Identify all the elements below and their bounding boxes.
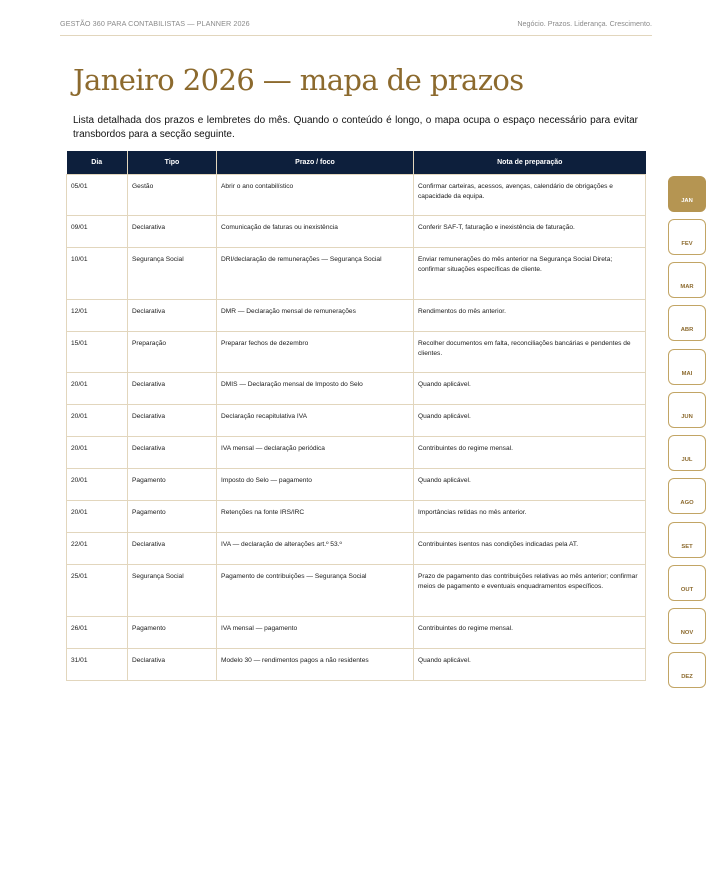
- cell-dia: 10/01: [67, 248, 128, 300]
- month-tab-fev[interactable]: [668, 219, 706, 255]
- column-header-nota: Nota de preparação: [414, 151, 646, 175]
- cell-prazo: IVA — declaração de alterações art.º 53.º: [217, 533, 414, 565]
- cell-dia: 26/01: [67, 617, 128, 649]
- cell-nota: Confirmar carteiras, acessos, avenças, calendário de obrigações e capacidade da equipa.: [414, 175, 646, 216]
- header-publication-title: GESTÃO 360 PARA CONTABILISTAS — PLANNER 2026: [60, 19, 250, 28]
- table-row: [67, 216, 646, 248]
- table-row: [67, 501, 646, 533]
- cell-tipo: Pagamento: [128, 501, 217, 533]
- cell-nota: Contribuintes isentos nas condições indicadas pela AT.: [414, 533, 646, 565]
- month-tab-label: NOV: [680, 630, 694, 636]
- cell-dia: 12/01: [67, 300, 128, 332]
- month-tab-label: MAI: [681, 371, 693, 377]
- cell-prazo: Abrir o ano contabilístico: [217, 175, 414, 216]
- cell-tipo: Segurança Social: [128, 565, 217, 617]
- table-row: [67, 373, 646, 405]
- cell-nota: Contribuintes do regime mensal.: [414, 617, 646, 649]
- month-tab-jan[interactable]: [668, 176, 706, 212]
- cell-dia: 09/01: [67, 216, 128, 248]
- deadlines-table: [66, 151, 646, 681]
- cell-nota: Quando aplicável.: [414, 405, 646, 437]
- cell-dia: 20/01: [67, 373, 128, 405]
- cell-dia: 20/01: [67, 501, 128, 533]
- cell-tipo: Segurança Social: [128, 248, 217, 300]
- month-tab-out[interactable]: [668, 565, 706, 601]
- month-tab-set[interactable]: [668, 522, 706, 558]
- month-tab-label: DEZ: [681, 674, 693, 680]
- month-tab-jul[interactable]: [668, 435, 706, 471]
- month-tab-label: JUN: [681, 414, 693, 420]
- cell-nota: Conferir SAF-T, faturação e inexistência de faturação.: [414, 216, 646, 248]
- table-row: [67, 248, 646, 300]
- cell-prazo: DMIS — Declaração mensal de Imposto do Selo: [217, 373, 414, 405]
- cell-tipo: Pagamento: [128, 469, 217, 501]
- cell-nota: Recolher documentos em falta, reconciliações bancárias e pendentes de clientes.: [414, 332, 646, 373]
- column-header-dia: Dia: [67, 151, 128, 175]
- cell-tipo: Pagamento: [128, 617, 217, 649]
- table-row: [67, 533, 646, 565]
- month-tab-dez[interactable]: [668, 652, 706, 688]
- cell-nota: Quando aplicável.: [414, 373, 646, 405]
- column-header-prazo: Prazo / foco: [217, 151, 414, 175]
- table-row: [67, 649, 646, 681]
- table-row: [67, 617, 646, 649]
- table-row: [67, 332, 646, 373]
- month-tab-abr[interactable]: [668, 305, 706, 341]
- month-tab-label: SET: [681, 544, 693, 550]
- page-title: Janeiro 2026 — mapa de prazos: [73, 63, 524, 97]
- cell-dia: 20/01: [67, 405, 128, 437]
- cell-prazo: DRI/declaração de remunerações — Segurança Social: [217, 248, 414, 300]
- header-tagline: Negócio. Prazos. Liderança. Crescimento.: [517, 19, 652, 28]
- cell-prazo: Preparar fechos de dezembro: [217, 332, 414, 373]
- cell-tipo: Declarativa: [128, 649, 217, 681]
- cell-dia: 31/01: [67, 649, 128, 681]
- cell-prazo: Retenções na fonte IRS/IRC: [217, 501, 414, 533]
- month-tab-label: JUL: [681, 457, 693, 463]
- table-row: [67, 565, 646, 617]
- cell-nota: Rendimentos do mês anterior.: [414, 300, 646, 332]
- month-tab-jun[interactable]: [668, 392, 706, 428]
- month-tab-label: FEV: [681, 241, 693, 247]
- table-row: [67, 300, 646, 332]
- cell-tipo: Declarativa: [128, 437, 217, 469]
- column-header-tipo: Tipo: [128, 151, 217, 175]
- month-tab-label: JAN: [681, 198, 693, 204]
- cell-nota: Contribuintes do regime mensal.: [414, 437, 646, 469]
- cell-prazo: Comunicação de faturas ou inexistência: [217, 216, 414, 248]
- cell-tipo: Preparação: [128, 332, 217, 373]
- running-header: [60, 17, 652, 36]
- cell-nota: Quando aplicável.: [414, 469, 646, 501]
- cell-dia: 20/01: [67, 437, 128, 469]
- cell-nota: Importâncias retidas no mês anterior.: [414, 501, 646, 533]
- cell-prazo: Modelo 30 — rendimentos pagos a não residentes: [217, 649, 414, 681]
- cell-tipo: Gestão: [128, 175, 217, 216]
- cell-tipo: Declarativa: [128, 373, 217, 405]
- cell-prazo: Imposto do Selo — pagamento: [217, 469, 414, 501]
- table-row: [67, 437, 646, 469]
- table-header-row: [67, 151, 646, 175]
- month-tab-nov[interactable]: [668, 608, 706, 644]
- cell-prazo: Pagamento de contribuições — Segurança Social: [217, 565, 414, 617]
- cell-prazo: IVA mensal — pagamento: [217, 617, 414, 649]
- cell-tipo: Declarativa: [128, 300, 217, 332]
- month-tab-label: OUT: [680, 587, 694, 593]
- cell-dia: 05/01: [67, 175, 128, 216]
- intro-paragraph: Lista detalhada dos prazos e lembretes do mês. Quando o conteúdo é longo, o mapa ocupa o espaço necessário para evitar transbordos para a secção seguinte.: [73, 115, 638, 140]
- cell-prazo: Declaração recapitulativa IVA: [217, 405, 414, 437]
- month-tab-mai[interactable]: [668, 349, 706, 385]
- cell-dia: 20/01: [67, 469, 128, 501]
- month-tab-label: MAR: [680, 284, 694, 290]
- cell-dia: 25/01: [67, 565, 128, 617]
- cell-tipo: Declarativa: [128, 533, 217, 565]
- cell-nota: Prazo de pagamento das contribuições relativas ao mês anterior; confirmar meios de pagamento e eventuais enquadramentos específicos.: [414, 565, 646, 617]
- cell-prazo: IVA mensal — declaração periódica: [217, 437, 414, 469]
- cell-tipo: Declarativa: [128, 216, 217, 248]
- cell-nota: Quando aplicável.: [414, 649, 646, 681]
- cell-tipo: Declarativa: [128, 405, 217, 437]
- month-tab-label: ABR: [680, 327, 694, 333]
- cell-nota: Enviar remunerações do mês anterior na Segurança Social Direta; confirmar situações específicas de cliente.: [414, 248, 646, 300]
- month-tab-ago[interactable]: [668, 478, 706, 514]
- cell-prazo: DMR — Declaração mensal de remunerações: [217, 300, 414, 332]
- month-tab-label: AGO: [680, 500, 694, 506]
- table-row: [67, 469, 646, 501]
- month-tab-mar[interactable]: [668, 262, 706, 298]
- table-row: [67, 175, 646, 216]
- cell-dia: 22/01: [67, 533, 128, 565]
- cell-dia: 15/01: [67, 332, 128, 373]
- table-row: [67, 405, 646, 437]
